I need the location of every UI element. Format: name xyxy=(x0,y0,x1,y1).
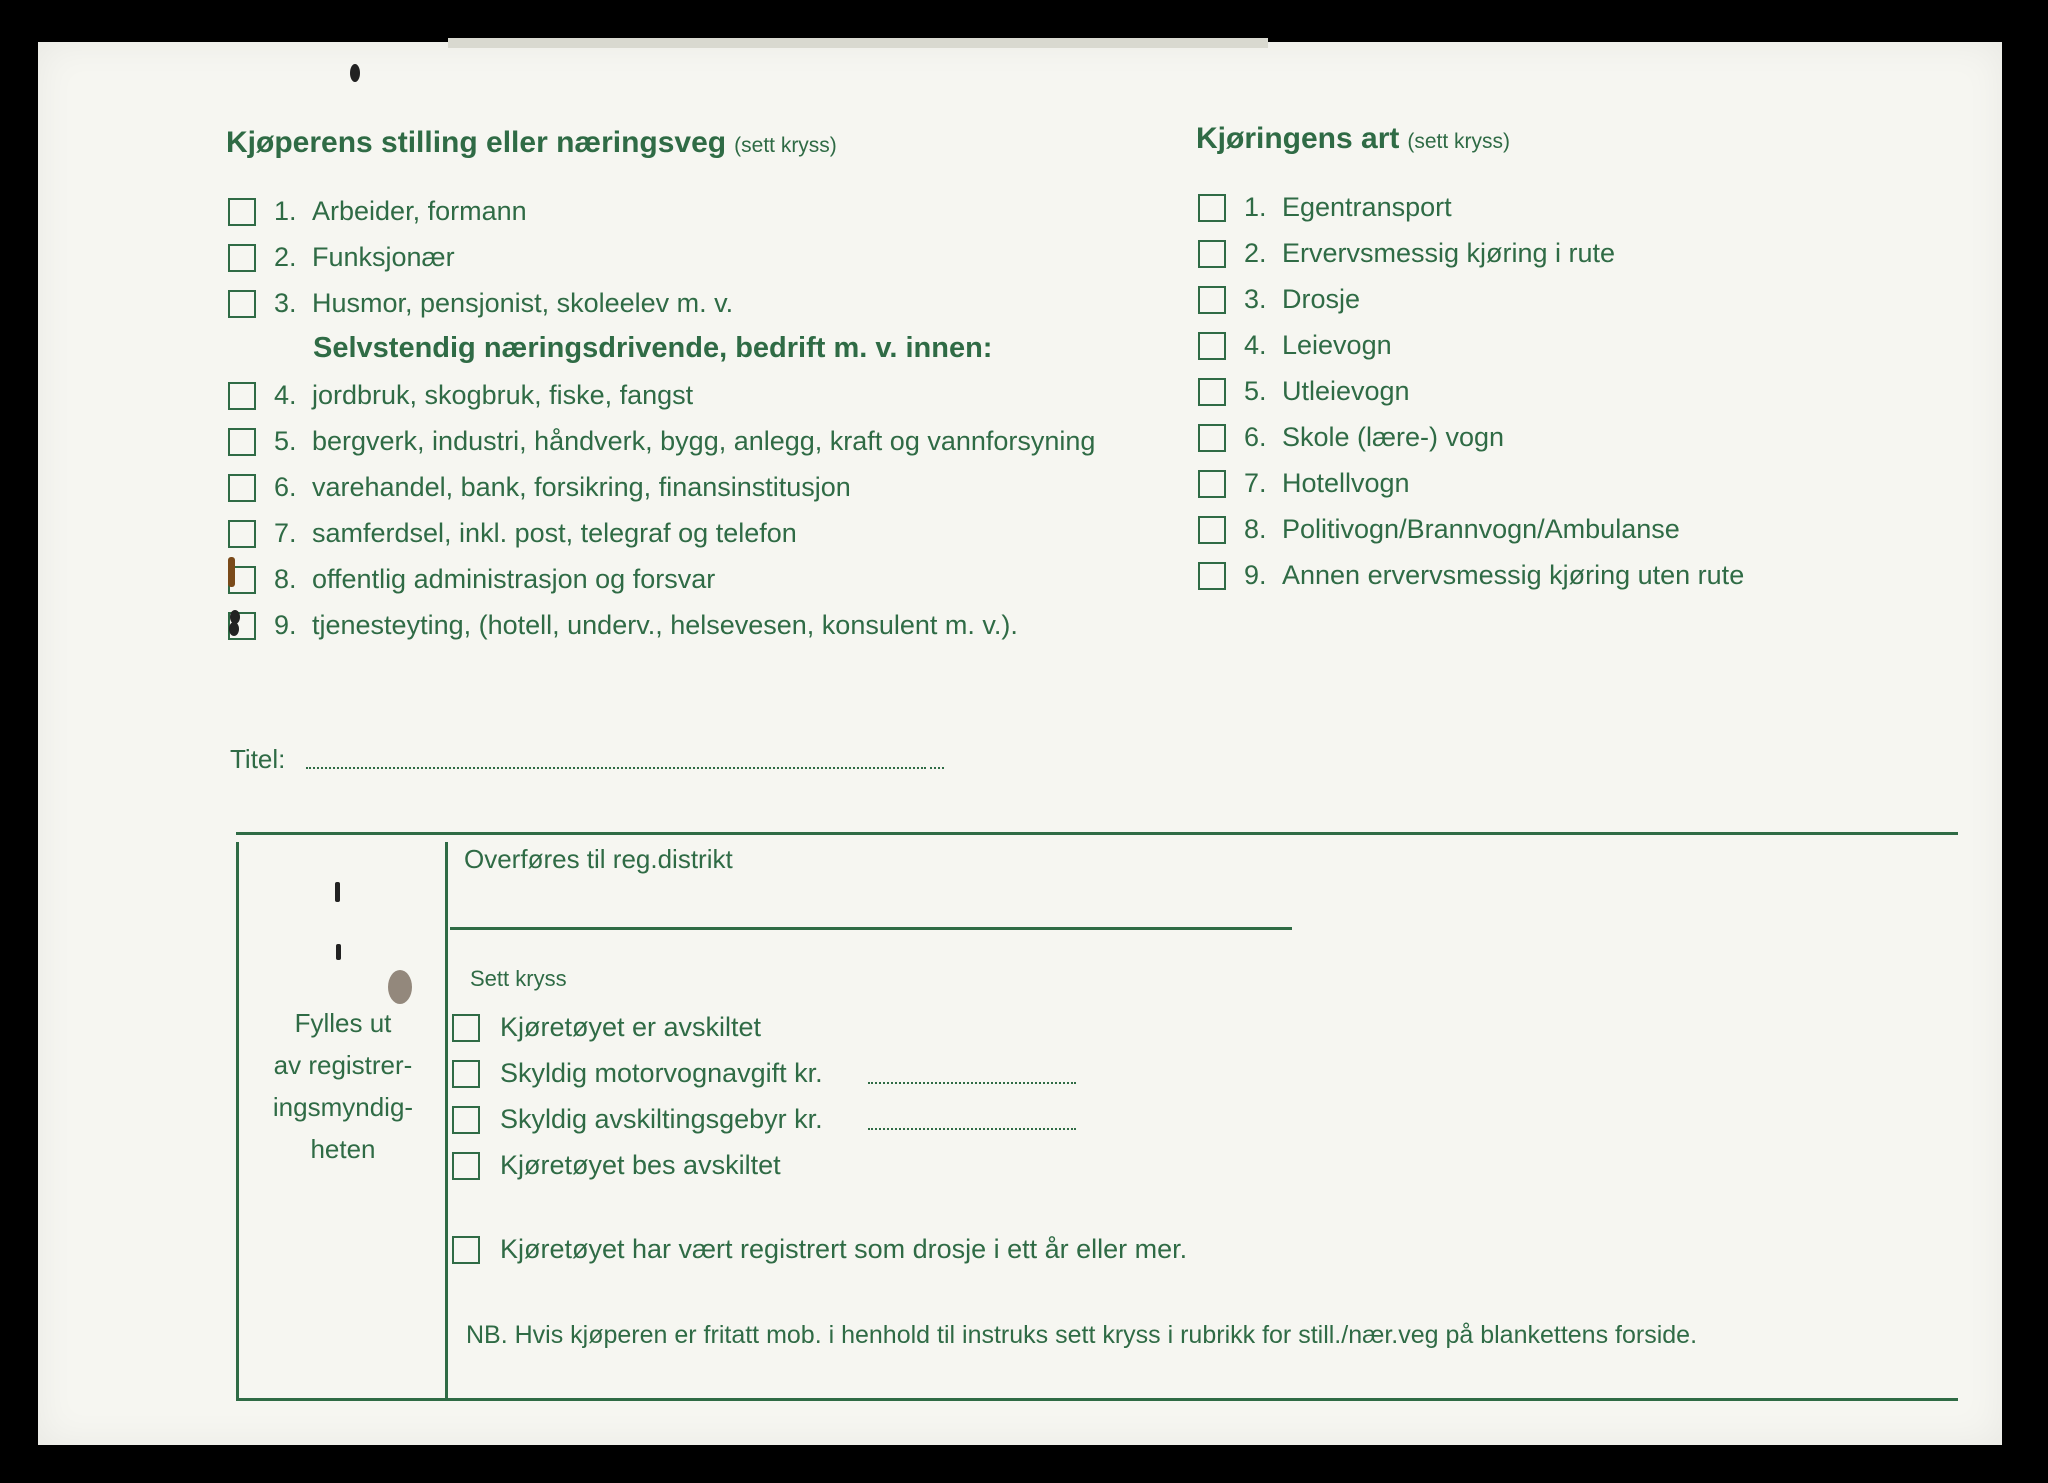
side-label-line: ingsmyndig- xyxy=(272,1092,414,1122)
ink-spot xyxy=(350,64,360,82)
checkbox-driving-9[interactable] xyxy=(1198,562,1226,590)
check-label-avskiltet: Kjøretøyet er avskiltet xyxy=(500,1012,762,1042)
check-label-bes-avskiltet: Kjøretøyet bes avskiltet xyxy=(500,1150,781,1180)
driving-item-6: 6. Skole (lære-) vogn xyxy=(1244,422,1505,452)
transfer-label: Overføres til reg.distrikt xyxy=(464,844,733,874)
checkbox-occupation-7[interactable] xyxy=(228,520,256,548)
left-title-note: (sett kryss) xyxy=(734,134,837,157)
driving-item-3: 3. Drosje xyxy=(1244,284,1361,314)
check-label-drosje-registered: Kjøretøyet har vært registrert som drosje i ett år eller mer. xyxy=(500,1234,1188,1264)
checkbox-bes-avskiltet[interactable] xyxy=(452,1152,480,1180)
checkbox-driving-8[interactable] xyxy=(1198,516,1226,544)
checkbox-driving-5[interactable] xyxy=(1198,378,1226,406)
titel-field-end xyxy=(930,767,944,769)
avskiltingsgebyr-amount-field[interactable] xyxy=(868,1128,1076,1130)
occupation-item-5: 5. bergverk, industri, håndverk, bygg, anlegg, kraft og vannforsyning xyxy=(274,426,1096,456)
pen-mark xyxy=(229,622,239,636)
checkbox-drosje-registered[interactable] xyxy=(452,1236,480,1264)
sett-kryss-label: Sett kryss xyxy=(470,966,567,991)
left-title-text: Kjøperens stilling eller næringsveg xyxy=(226,126,727,159)
checkbox-occupation-4[interactable] xyxy=(228,382,256,410)
check-label-motorvognavgift: Skyldig motorvognavgift kr. xyxy=(500,1058,823,1088)
occupation-item-3: 3. Husmor, pensjonist, skoleelev m. v. xyxy=(274,288,734,318)
form-page xyxy=(38,42,2002,1445)
side-label-line: Fylles ut xyxy=(294,1008,392,1038)
transfer-field-line[interactable] xyxy=(450,927,1292,930)
checkbox-avskiltingsgebyr[interactable] xyxy=(452,1106,480,1134)
reg-box-bottom-border xyxy=(236,1398,1958,1401)
driving-item-5: 5. Utleievogn xyxy=(1244,376,1410,406)
checkbox-avskiltet[interactable] xyxy=(452,1014,480,1042)
check-label-avskiltingsgebyr: Skyldig avskiltingsgebyr kr. xyxy=(500,1104,823,1134)
titel-label: Titel: xyxy=(230,744,286,774)
driving-item-7: 7. Hotellvogn xyxy=(1244,468,1410,498)
reg-box-top-border xyxy=(236,832,1958,835)
checkbox-driving-6[interactable] xyxy=(1198,424,1226,452)
reg-box-divider xyxy=(445,842,448,1400)
right-section-title xyxy=(1196,122,1510,156)
right-title-note: (sett kryss) xyxy=(1407,130,1511,153)
occupation-item-1: 1. Arbeider, formann xyxy=(274,196,527,226)
driving-item-4: 4. Leievogn xyxy=(1244,330,1392,360)
reg-box-left-border xyxy=(236,842,239,1400)
checkbox-driving-1[interactable] xyxy=(1198,194,1226,222)
checkbox-driving-4[interactable] xyxy=(1198,332,1226,360)
checkbox-occupation-2[interactable] xyxy=(228,244,256,272)
occupation-item-7: 7. samferdsel, inkl. post, telegraf og telefon xyxy=(274,518,797,548)
left-section-title xyxy=(226,126,837,160)
ink-stain xyxy=(388,970,412,1004)
pen-mark xyxy=(335,882,340,902)
checkbox-driving-3[interactable] xyxy=(1198,286,1226,314)
occupation-item-8: 8. offentlig administrasjon og forsvar xyxy=(274,564,716,594)
reg-authority-label xyxy=(244,1002,442,1170)
checkbox-driving-7[interactable] xyxy=(1198,470,1226,498)
occupation-item-6: 6. varehandel, bank, forsikring, finansinstitusjon xyxy=(274,472,851,502)
pen-mark xyxy=(228,557,235,587)
driving-item-1: 1. Egentransport xyxy=(1244,192,1452,222)
checkbox-occupation-6[interactable] xyxy=(228,474,256,502)
motorvognavgift-amount-field[interactable] xyxy=(868,1082,1076,1084)
driving-item-2: 2. Ervervsmessig kjøring i rute xyxy=(1244,238,1616,268)
checkbox-occupation-3[interactable] xyxy=(228,290,256,318)
pen-mark xyxy=(336,944,341,960)
titel-field[interactable] xyxy=(306,767,926,769)
checkbox-occupation-5[interactable] xyxy=(228,428,256,456)
occupation-item-9: 9. tjenesteyting, (hotell, underv., helsevesen, konsulent m. v.). xyxy=(274,610,1018,640)
self-employed-subheading: Selvstendig næringsdrivende, bedrift m. v. innen: xyxy=(313,332,993,364)
checkbox-driving-2[interactable] xyxy=(1198,240,1226,268)
occupation-item-4: 4. jordbruk, skogbruk, fiske, fangst xyxy=(274,380,694,410)
driving-item-9: 9. Annen ervervsmessig kjøring uten rute xyxy=(1244,560,1745,590)
occupation-item-2: 2. Funksjonær xyxy=(274,242,455,272)
side-label-line: av registrer- xyxy=(273,1050,413,1080)
side-label-line: heten xyxy=(310,1134,376,1164)
driving-item-8: 8. Politivogn/Brannvogn/Ambulanse xyxy=(1244,514,1680,544)
checkbox-motorvognavgift[interactable] xyxy=(452,1060,480,1088)
nb-note: NB. Hvis kjøperen er fritatt mob. i henhold til instruks sett kryss i rubrikk for still./nær.veg på blankettens forside. xyxy=(466,1321,1698,1349)
checkbox-occupation-1[interactable] xyxy=(228,198,256,226)
right-title-text: Kjøringens art xyxy=(1196,122,1400,155)
tape-strip xyxy=(448,38,1268,48)
